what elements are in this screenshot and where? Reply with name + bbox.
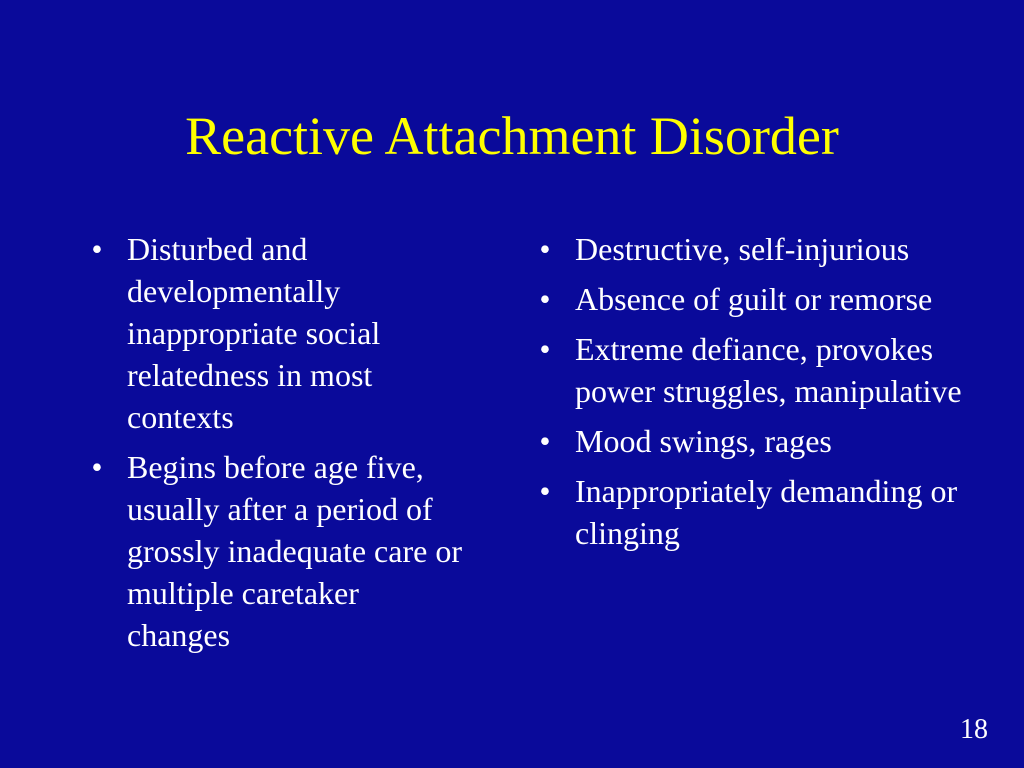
list-item bbox=[530, 228, 970, 270]
list-item bbox=[530, 328, 970, 412]
list-item-text: Disturbed and developmentally inappropriate social relatedness in most contexts bbox=[127, 231, 381, 435]
bullet-icon: • bbox=[539, 281, 551, 317]
right-bullet-list bbox=[530, 228, 970, 562]
list-item-text: Mood swings, rages bbox=[575, 423, 832, 459]
bullet-icon: • bbox=[539, 423, 551, 459]
list-item bbox=[530, 470, 970, 554]
bullet-icon: • bbox=[91, 449, 103, 485]
bullet-icon: • bbox=[539, 331, 551, 367]
list-item-text: Absence of guilt or remorse bbox=[575, 281, 933, 317]
page-number: 18 bbox=[960, 714, 988, 745]
list-item bbox=[530, 420, 970, 462]
bullet-icon: • bbox=[91, 231, 103, 267]
list-item bbox=[82, 228, 462, 438]
slide-title: Reactive Attachment Disorder bbox=[185, 106, 839, 166]
list-item-text: Inappropriately demanding or clinging bbox=[575, 473, 958, 551]
list-item bbox=[82, 446, 462, 656]
bullet-icon: • bbox=[539, 473, 551, 509]
list-item-text: Destructive, self-injurious bbox=[575, 231, 910, 267]
list-item bbox=[530, 278, 970, 320]
list-item-text: Extreme defiance, provokes power struggles, manipulative bbox=[575, 331, 962, 409]
list-item-text: Begins before age five, usually after a period of grossly inadequate care or multiple caretaker changes bbox=[127, 449, 462, 653]
left-bullet-list bbox=[82, 228, 462, 664]
bullet-icon: • bbox=[539, 231, 551, 267]
